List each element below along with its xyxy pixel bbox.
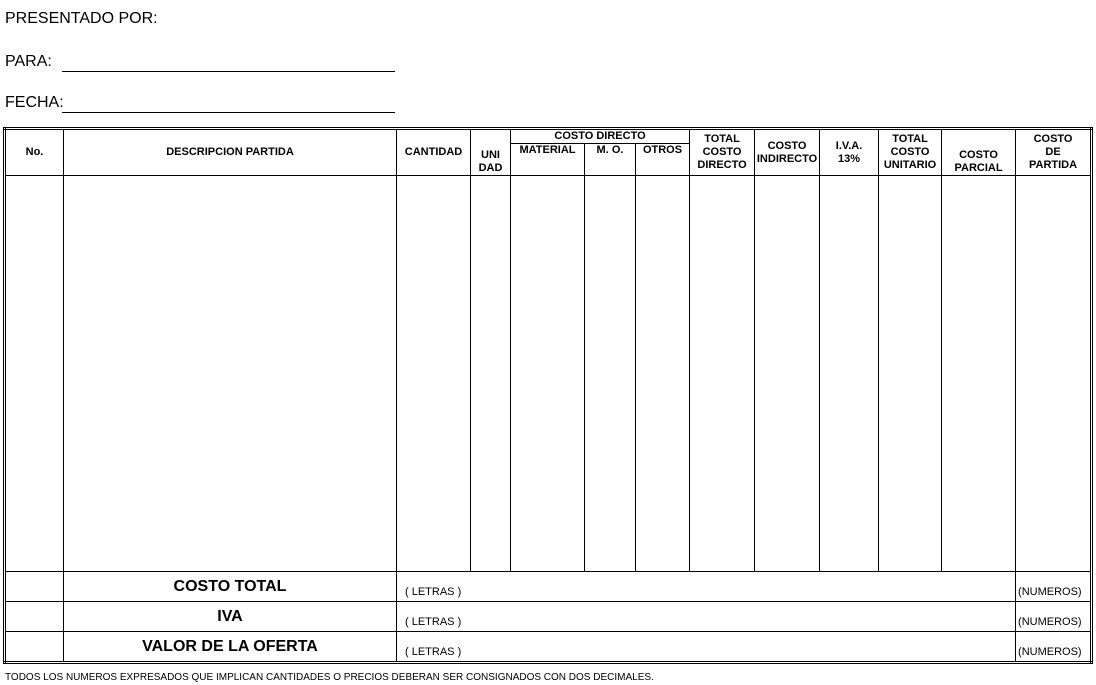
cell-no[interactable] [5, 176, 64, 572]
col-total-directo-line3: DIRECTO [697, 159, 747, 171]
col-cantidad: CANTIDAD [397, 129, 471, 176]
col-material: MATERIAL [511, 144, 585, 176]
total-blank [5, 572, 64, 602]
col-otros: OTROS [636, 144, 690, 176]
col-unidad-line2: DAD [478, 162, 503, 174]
cell-material[interactable] [511, 176, 585, 572]
col-indirecto-line1: COSTO [767, 139, 807, 152]
fecha-field[interactable] [62, 112, 395, 113]
cell-partida[interactable] [1016, 176, 1092, 572]
footnote: TODOS LOS NUMEROS EXPRESADOS QUE IMPLICAN CANTIDADES O PRECIOS DEBERAN SER CONSIGNADOS CON DOS DECIMALES. [5, 672, 654, 683]
col-total-directo-line1: TOTAL [704, 133, 740, 145]
budget-table [3, 127, 1093, 664]
cell-descripcion[interactable] [64, 176, 397, 572]
col-iva [820, 129, 879, 176]
para-label: PARA: [5, 53, 52, 70]
col-iva-line1: I.V.A. [835, 139, 863, 152]
col-unidad [471, 129, 511, 176]
total-row-iva [5, 602, 1092, 632]
para-field[interactable] [62, 71, 395, 72]
cell-parcial[interactable] [942, 176, 1016, 572]
fecha-label: FECHA: [5, 94, 64, 111]
col-descripcion: DESCRIPCION PARTIDA [64, 129, 397, 176]
col-unitario [879, 129, 942, 176]
item-entry-row[interactable] [5, 176, 1092, 572]
col-iva-line2: 13% [838, 152, 861, 165]
col-parcial-line2: PARCIAL [954, 162, 1003, 174]
col-unitario-line2: COSTO [890, 146, 930, 158]
presentado-label: PRESENTADO POR: [5, 10, 158, 27]
total-letras[interactable]: ( LETRAS ) [397, 632, 1016, 663]
col-unitario-line1: TOTAL [892, 133, 928, 145]
col-no: No. [5, 129, 64, 176]
col-partida-line1: COSTO [1033, 133, 1073, 145]
cell-mo[interactable] [585, 176, 636, 572]
cell-otros[interactable] [636, 176, 690, 572]
col-partida-line2: DE [1045, 146, 1061, 158]
cell-iva[interactable] [820, 176, 879, 572]
cell-total-directo[interactable] [690, 176, 755, 572]
col-unitario-line3: UNITARIO [883, 159, 937, 171]
total-numeros[interactable]: (NUMEROS) [1016, 632, 1092, 663]
cell-unitario[interactable] [879, 176, 942, 572]
total-label: IVA [64, 602, 397, 632]
total-row-costo [5, 572, 1092, 602]
cell-cantidad[interactable] [397, 176, 471, 572]
total-label: VALOR DE LA OFERTA [64, 632, 397, 663]
total-numeros[interactable]: (NUMEROS) [1016, 602, 1092, 632]
col-total-directo-line2: COSTO [702, 146, 742, 158]
total-blank [5, 602, 64, 632]
total-row-oferta [5, 632, 1092, 663]
total-letras[interactable]: ( LETRAS ) [397, 572, 1016, 602]
col-partida [1016, 129, 1092, 176]
total-letras[interactable]: ( LETRAS ) [397, 602, 1016, 632]
col-mo: M. O. [585, 144, 636, 176]
col-costo-directo: COSTO DIRECTO [511, 129, 690, 144]
col-unidad-line1: UNI [481, 149, 500, 161]
col-parcial-line1: COSTO [959, 149, 998, 161]
total-numeros[interactable]: (NUMEROS) [1016, 572, 1092, 602]
col-indirecto-line2: INDIRECTO [756, 152, 818, 165]
cell-indirecto[interactable] [755, 176, 820, 572]
total-blank [5, 632, 64, 663]
col-partida-line3: PARTIDA [1028, 159, 1078, 171]
col-parcial [942, 129, 1016, 176]
col-indirecto [755, 129, 820, 176]
total-label: COSTO TOTAL [64, 572, 397, 602]
cell-unidad[interactable] [471, 176, 511, 572]
col-total-directo [690, 129, 755, 176]
